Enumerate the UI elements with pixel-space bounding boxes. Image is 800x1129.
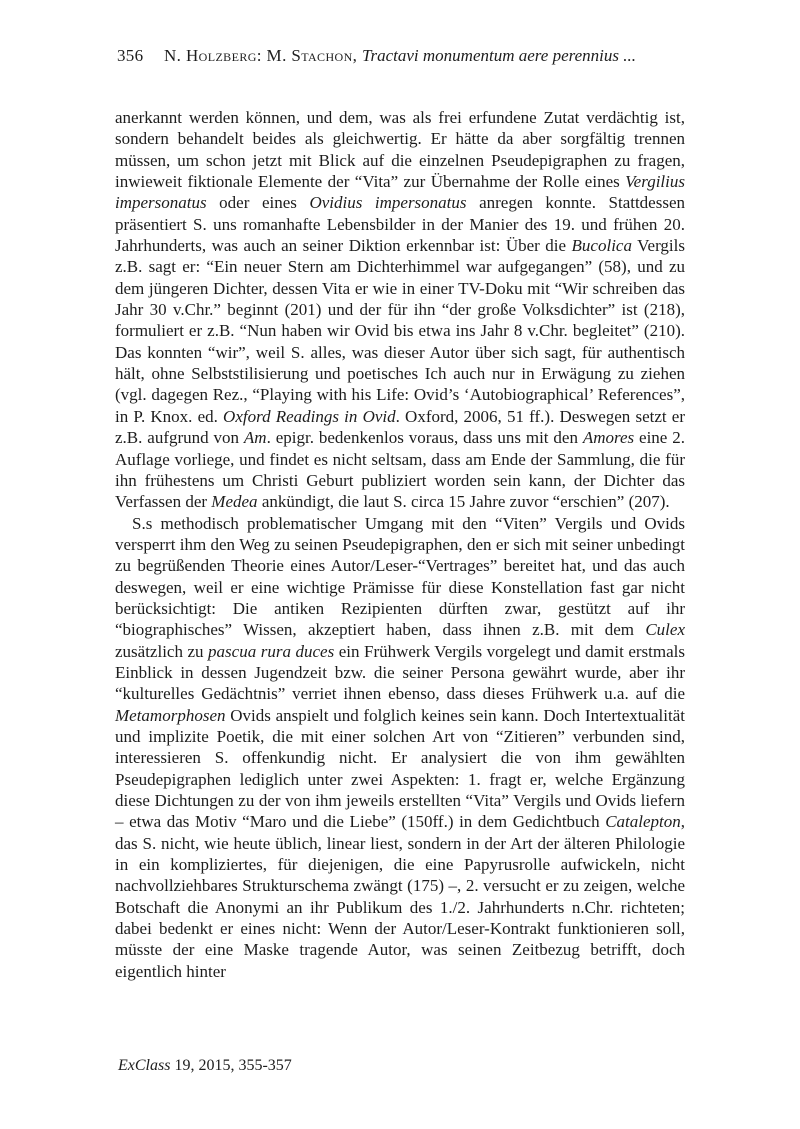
paragraph <box>115 513 685 983</box>
page-footer <box>118 1056 292 1076</box>
italic-text-segment: Medea <box>211 492 258 512</box>
text-segment: oder eines <box>206 193 310 213</box>
header-title: Tractavi monumentum aere perennius ... <box>361 46 636 65</box>
italic-text-segment: Metamorphosen <box>115 705 226 725</box>
page-header <box>115 45 685 67</box>
italic-text-segment: Am <box>243 428 267 448</box>
text-segment: Ovids anspielt und folglich keines sein kann. Doch Intertextualität und implizite Poetik, die mit einer solchen Art von “Zitieren” verbunden sind, interessieren S. offenkundig nicht. Er analysiert die von ihm gewählten Pseudepigraphen lediglich unter zwei Aspekten: 1. fragt er, welche Ergänzung diese Dichtungen zu der von ihm jeweils erstellten “Vita” Vergils und Ovids liefern – etwa das Motiv “Maro und die Liebe” (150ff.) in dem Gedichtbuch <box>115 705 685 832</box>
italic-text-segment: Bucolica <box>571 236 632 256</box>
text-segment: . Oxford, 2006, 51 ff.). Deswegen setzt er z.B. aufgrund von <box>115 406 685 448</box>
text-segment: . epigr. bedenkenlos voraus, dass uns mit den <box>266 428 583 448</box>
text-segment: anregen konnte. Stattdessen präsentiert S. uns romanhafte Lebensbilder in der Manier des 19. und frühen 20. Jahrhunderts, was auch an seiner Diktion erkennbar ist: Über die <box>115 193 686 256</box>
footer-journal: ExClass <box>118 1057 171 1074</box>
italic-text-segment: Ovidius impersonatus <box>309 193 467 213</box>
page-number: 356 <box>117 46 144 65</box>
footer-citation: 19, 2015, 355-357 <box>170 1057 292 1074</box>
italic-text-segment: Oxford Readings in Ovid <box>223 406 396 426</box>
text-segment: Vergils z.B. sagt er: “Ein neuer Stern am Dichterhimmel war aufgegangen” (58), und zu dem jüngeren Dichter, dessen Vita er wie in einer TV-Doku mit “Wir schreiben das Jahr 30 v.Chr.” beginnt (201) und der für ihn “der große Volksdichter” ist (218), formuliert er z.B. “Nun haben wir Ovid bis etwa ins Jahr 8 v.Chr. begleitet” (210). Das konnten “wir”, weil S. alles, was dieser Autor über sich sagt, für authentisch hält, ohne Selbststilisierung und poetisches Ich auch nur in Erwägung zu ziehen (vgl. dagegen Rez., “Playing with his Life: Ovid’s ‘Autobiographical’ References”, in P. Knox. ed. <box>115 236 685 426</box>
text-segment: ankündigt, die laut S. circa 15 Jahre zuvor “erschien” (207). <box>257 492 670 512</box>
body-text <box>115 107 685 982</box>
italic-text-segment: Culex <box>645 620 685 640</box>
header-authors: N. Holzberg: M. Stachon, <box>164 46 362 65</box>
text-segment: zusätzlich zu <box>115 641 209 661</box>
text-segment: eine 2. Auflage vorliege, und findet es nicht seltsam, dass am Ende der Sammlung, die für ihn frühestens um Christi Geburt publiziert worden sein kann, der Dichter das Verfassen der <box>115 428 685 512</box>
text-segment: anerkannt werden können, und dem, was als frei erfundene Zutat verdächtig ist, sondern behandelt beides als gleichwertig. Er hätte da aber sorgfältig trennen müssen, um schon jetzt mit Blick auf die einzelnen Pseudepigraphen zu fragen, inwieweit fiktionale Elemente der “Vita” zur Übernahme der Rolle eines <box>115 108 685 192</box>
italic-text-segment: Vergilius impersonatus <box>115 172 685 213</box>
text-segment: , das S. nicht, wie heute üblich, linear liest, sondern in der Art der älteren Philologie in ein kompliziertes, für diejenigen, die eine Papyrusrolle aufwickeln, nicht nachvollziehbares Strukturschema zwängt (175) –, 2. versucht er zu zeigen, welche Botschaft die Anonymi an ihr Publikum des 1./2. Jahrhunderts n.Chr. richteten; dabei bedenkt er eines nicht: Wenn der Autor/Leser-Kontrakt funktionieren soll, müsste der eine Maske tragende Autor, was seinen Zeitbezug betrifft, doch eigentlich hinter <box>115 812 685 981</box>
italic-text-segment: pascua rura duces <box>208 641 335 661</box>
italic-text-segment: Amores <box>582 428 635 448</box>
paragraph <box>115 107 685 513</box>
text-segment: ein Frühwerk Vergils vorgelegt und damit erstmals Einblick in dessen Jugendzeit bzw. die seiner Persona gewährt wurde, aber ihr “kulturelles Gedächtnis” verriet ihnen ebenso, dass dieses Frühwerk u.a. auf die <box>115 641 685 704</box>
italic-text-segment: Catalepton <box>605 812 681 832</box>
text-segment: S.s methodisch problematischer Umgang mit den “Viten” Vergils und Ovids versperrt ihm den Weg zu seinen Pseudepigraphen, den er sich mit seiner unbedingt zu begrüßenden Theorie eines Autor/Leser-“Vertrages” bereitet hat, und das auch deswegen, weil er eine wichtige Prämisse für diese Konstellation fast gar nicht berücksichtigt: Die antiken Rezipienten dürften zwar, gestützt auf ihr “biographisches” Wissen, akzeptiert haben, dass ihnen z.B. mit dem <box>115 513 685 640</box>
running-head <box>164 46 636 65</box>
